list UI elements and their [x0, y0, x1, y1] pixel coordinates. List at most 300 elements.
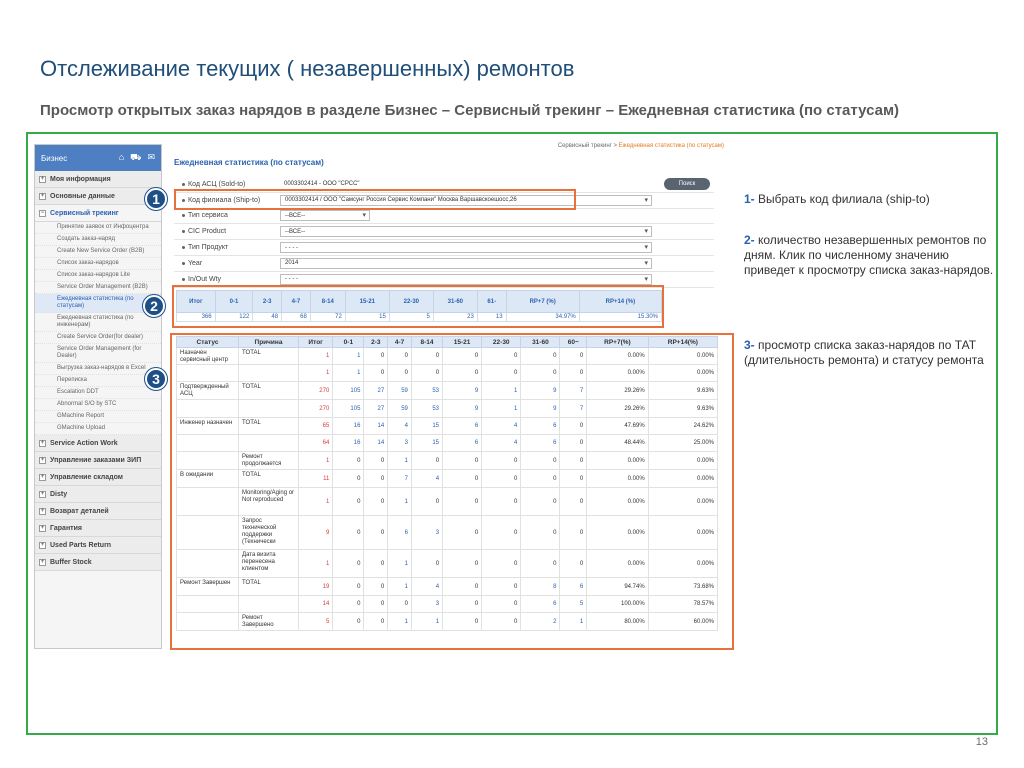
sidebar-section-label: Сервисный трекинг [50, 209, 119, 217]
reason-cell: Ремонт продолжается [239, 452, 299, 470]
status-cell: Подтвержденный АСЦ [177, 382, 239, 400]
form-select[interactable]: - - - - ▾ [280, 242, 652, 253]
value-cell[interactable]: 0 [333, 613, 364, 631]
sidebar-section-service-tracking[interactable] [35, 205, 161, 222]
form-label [174, 212, 280, 219]
value-cell[interactable]: 0 [521, 516, 560, 550]
breadcrumb-root[interactable]: Сервисный трекинг [557, 143, 612, 149]
value-cell[interactable]: 6 [521, 418, 560, 435]
value-cell: 0.00% [587, 452, 649, 470]
value-cell[interactable]: 59 [388, 400, 412, 418]
highlight-ship-to [174, 189, 576, 210]
summary-header: 8-14 [310, 291, 345, 313]
value-cell: 73.68% [648, 578, 717, 596]
value-cell[interactable]: 5 [560, 596, 587, 613]
value-cell[interactable]: 270 [299, 382, 333, 400]
value-cell[interactable]: 11 [299, 470, 333, 488]
value-cell[interactable]: 65 [299, 418, 333, 435]
form-row [174, 240, 714, 256]
sidebar-section[interactable] [35, 435, 161, 452]
sidebar-section[interactable] [35, 469, 161, 486]
sidebar-item[interactable]: Ежедневная статистика (по инженерам) [35, 313, 161, 332]
value-cell: 47.69% [587, 418, 649, 435]
note-text: просмотр списка заказ-нарядов по ТАТ (длительность ремонта) и статусу ремонта [744, 338, 984, 367]
value-cell[interactable]: 0 [560, 365, 587, 382]
value-cell[interactable]: 1 [482, 400, 521, 418]
breadcrumb: Сервисный трекинг > Ежедневная статистика (по статусам) [557, 143, 724, 149]
value-cell: 0.00% [587, 488, 649, 516]
summary-header: 4-7 [282, 291, 311, 313]
value-cell[interactable]: 1 [482, 382, 521, 400]
value-cell[interactable]: 0 [364, 578, 388, 596]
value-cell[interactable]: 1 [299, 452, 333, 470]
sidebar-item[interactable]: Список заказ-нарядов [35, 258, 161, 270]
detail-header: RP+14(%) [648, 337, 717, 348]
value-cell[interactable]: 59 [388, 382, 412, 400]
form-select[interactable]: --ВСЕ-- ▾ [280, 226, 652, 237]
value-cell[interactable]: 0 [333, 578, 364, 596]
value-cell[interactable]: 0 [364, 470, 388, 488]
sidebar-section-label: Гарантия [50, 524, 82, 532]
sold-to-value: 0003302414 - ООО "СРСС" [284, 181, 360, 188]
value-cell[interactable]: 15 [411, 435, 442, 452]
form-select[interactable]: 2014 ▾ [280, 258, 652, 269]
value-cell[interactable]: 8 [521, 578, 560, 596]
value-cell[interactable]: 1 [411, 613, 442, 631]
detail-header: Причина [239, 337, 299, 348]
reason-cell: TOTAL [239, 382, 299, 400]
value-cell: 0.00% [587, 516, 649, 550]
value-cell[interactable]: 15 [411, 418, 442, 435]
value-cell[interactable]: 0 [364, 550, 388, 578]
detail-header: 60~ [560, 337, 587, 348]
sidebar-item[interactable]: Escalation DDT [35, 387, 161, 399]
value-cell[interactable]: 0 [482, 578, 521, 596]
value-cell[interactable]: 0 [560, 550, 587, 578]
value-cell[interactable]: 9 [443, 382, 482, 400]
collapse-icon: − [40, 209, 45, 216]
value-cell[interactable]: 0 [443, 578, 482, 596]
value-cell: 0.00% [648, 550, 717, 578]
value-cell[interactable]: 14 [299, 596, 333, 613]
value-cell[interactable]: 4 [482, 418, 521, 435]
value-cell[interactable]: 0 [482, 470, 521, 488]
sidebar-section-label: Основные данные [50, 192, 115, 200]
value-cell: 0.00% [587, 365, 649, 382]
value-cell[interactable]: 0 [364, 365, 388, 382]
sidebar-section[interactable] [35, 537, 161, 554]
reason-cell: TOTAL [239, 578, 299, 596]
value-cell[interactable]: 0 [388, 348, 412, 365]
value-cell[interactable]: 6 [443, 435, 482, 452]
sidebar-section-label: Моя информация [50, 175, 111, 183]
value-cell[interactable]: 0 [411, 452, 442, 470]
expand-icon: + [40, 541, 45, 548]
value-cell[interactable]: 0 [482, 516, 521, 550]
value-cell[interactable]: 6 [443, 418, 482, 435]
value-cell[interactable]: 0 [411, 550, 442, 578]
sidebar-item[interactable]: Создать заказ-наряд [35, 234, 161, 246]
value-cell[interactable]: 0 [560, 488, 587, 516]
value-cell[interactable]: 1 [333, 348, 364, 365]
summary-header: 15-21 [345, 291, 389, 313]
value-cell[interactable]: 1 [299, 488, 333, 516]
value-cell[interactable]: 0 [560, 435, 587, 452]
value-cell[interactable]: 0 [333, 550, 364, 578]
step-badge-1: 1 [145, 188, 167, 210]
form-select[interactable]: - - - - ▾ [280, 274, 652, 285]
note-number: 3- [744, 338, 755, 352]
value-cell[interactable]: 0 [364, 613, 388, 631]
form-label [174, 181, 280, 188]
value-cell: 0.00% [648, 516, 717, 550]
detail-header: 2-3 [364, 337, 388, 348]
form-label-text: Year [188, 259, 203, 267]
value-cell[interactable]: 0 [482, 488, 521, 516]
slide-title: Отслеживание текущих ( незавершенных) ремонтов [40, 56, 575, 81]
slide-subtitle: Просмотр открытых заказ нарядов в разделе Бизнес – Сервисный трекинг – Ежедневная статистика (по статусам) [40, 102, 900, 119]
sidebar-item[interactable]: Переписка [35, 375, 161, 387]
value-cell: 29.26% [587, 382, 649, 400]
reason-cell: Monitoring/Aging or Not reproduced [239, 488, 299, 516]
expand-icon: + [40, 558, 45, 565]
summary-value[interactable]: 68 [282, 313, 311, 322]
sidebar-section[interactable] [35, 520, 161, 537]
value-cell[interactable]: 0 [521, 550, 560, 578]
value-cell[interactable]: 14 [364, 435, 388, 452]
value-cell[interactable]: 6 [521, 596, 560, 613]
note-text: количество незавершенных ремонтов по дням. Клик по численному значению приведет к просмотру списка заказ-нарядов. [744, 233, 994, 277]
home-icon[interactable]: ⌂ [118, 152, 125, 162]
value-cell[interactable]: 9 [521, 400, 560, 418]
value-cell[interactable]: 0 [443, 550, 482, 578]
value-cell[interactable]: 0 [333, 516, 364, 550]
summary-value[interactable]: 122 [215, 313, 253, 322]
note-number: 1- [744, 192, 755, 206]
form-label-text: Тип сервиса [188, 212, 228, 220]
value-cell[interactable]: 0 [443, 596, 482, 613]
detail-header: Итог [299, 337, 333, 348]
value-cell[interactable]: 7 [388, 470, 412, 488]
value-cell[interactable]: 9 [521, 382, 560, 400]
value-cell[interactable]: 16 [333, 435, 364, 452]
value-cell[interactable]: 0 [482, 550, 521, 578]
sidebar-item[interactable]: GMachine Upload [35, 423, 161, 435]
value-cell[interactable]: 1 [388, 613, 412, 631]
value-cell[interactable]: 0 [560, 418, 587, 435]
sidebar-item[interactable]: Список заказ-нарядов Lite [35, 270, 161, 282]
value-cell[interactable]: 1 [299, 365, 333, 382]
summary-value[interactable]: 23 [433, 313, 477, 322]
value-cell: 25.00% [648, 435, 717, 452]
value-cell[interactable]: 0 [411, 348, 442, 365]
value-cell[interactable]: 9 [443, 400, 482, 418]
expand-icon: + [40, 456, 45, 463]
value-cell[interactable]: 0 [333, 596, 364, 613]
value-cell[interactable]: 0 [560, 470, 587, 488]
value-cell: 48.44% [587, 435, 649, 452]
sidebar-section[interactable] [35, 554, 161, 571]
value-cell[interactable]: 0 [388, 365, 412, 382]
detail-header: 31-60 [521, 337, 560, 348]
value-cell[interactable]: 0 [521, 488, 560, 516]
value-cell[interactable]: 0 [364, 596, 388, 613]
value-cell[interactable]: 0 [560, 516, 587, 550]
sidebar-item[interactable]: Create New Service Order (B2B) [35, 246, 161, 258]
expand-icon: + [40, 175, 45, 182]
mail-icon[interactable]: ✉ [147, 152, 155, 162]
value-cell[interactable]: 0 [521, 470, 560, 488]
value-cell: 78.57% [648, 596, 717, 613]
value-cell[interactable]: 4 [411, 470, 442, 488]
panel-title: Ежедневная статистика (по статусам) [174, 158, 324, 167]
form-label [174, 260, 280, 267]
summary-header: RP+14 (%) [579, 291, 661, 313]
expand-icon: + [40, 490, 45, 497]
expand-icon: + [40, 192, 45, 199]
sidebar-section-label: Управление складом [50, 473, 123, 481]
value-cell[interactable]: 6 [388, 516, 412, 550]
value-cell[interactable]: 0 [521, 452, 560, 470]
value-cell: 29.26% [587, 400, 649, 418]
sidebar-section[interactable] [35, 188, 161, 205]
detail-header: RP+7(%) [587, 337, 649, 348]
summary-header: 2-3 [253, 291, 282, 313]
expand-icon: + [40, 524, 45, 531]
sidebar-section[interactable] [35, 452, 161, 469]
summary-value[interactable]: 5 [389, 313, 433, 322]
value-cell[interactable]: 0 [388, 596, 412, 613]
bullet-icon [182, 262, 185, 265]
sidebar [34, 144, 162, 649]
sidebar-item[interactable]: Service Order Management (B2B) [35, 282, 161, 294]
reason-cell: TOTAL [239, 418, 299, 435]
form-row [174, 209, 714, 225]
bullet-icon [182, 278, 185, 281]
value-cell[interactable]: 0 [482, 365, 521, 382]
bullet-icon [182, 214, 185, 217]
reason-cell: Ремонт Завершено [239, 613, 299, 631]
value-cell[interactable]: 0 [364, 516, 388, 550]
sidebar-section[interactable] [35, 171, 161, 188]
value-cell[interactable]: 0 [364, 348, 388, 365]
value-cell: 24.62% [648, 418, 717, 435]
value-cell[interactable]: 1 [299, 550, 333, 578]
value-cell[interactable]: 64 [299, 435, 333, 452]
reason-cell: Запрос технической поддержки (Технически [239, 516, 299, 550]
sidebar-section-label: Service Action Work [50, 439, 118, 447]
detail-header: 15-21 [443, 337, 482, 348]
value-cell[interactable]: 0 [443, 516, 482, 550]
value-cell[interactable]: 0 [411, 488, 442, 516]
value-cell[interactable]: 0 [333, 452, 364, 470]
reason-cell: Дата визита перенесена клиентом [239, 550, 299, 578]
value-cell: 0.00% [648, 348, 717, 365]
form-select[interactable]: 0003302414 / ООО "Самсунг Россия Сервис Компани" Москва Варшавскоешосс,26 ▾ [280, 195, 652, 206]
value-cell[interactable]: 0 [443, 488, 482, 516]
value-cell: 0.00% [648, 452, 717, 470]
value-cell[interactable]: 7 [560, 400, 587, 418]
form-label [174, 228, 280, 235]
value-cell[interactable]: 3 [388, 435, 412, 452]
status-cell: В ожидании [177, 470, 239, 488]
summary-header: 31-60 [433, 291, 477, 313]
value-cell: 0.00% [648, 470, 717, 488]
note-2 [744, 233, 994, 278]
sidebar-section-label: Buffer Stock [50, 558, 92, 566]
sidebar-item[interactable]: Service Order Management (for Dealer) [35, 344, 161, 363]
reason-cell: TOTAL [239, 348, 299, 365]
breadcrumb-current: Ежедневная статистика (по статусам) [618, 143, 724, 149]
value-cell[interactable]: 19 [299, 578, 333, 596]
sidebar-section[interactable] [35, 486, 161, 503]
summary-value: 34.97% [506, 313, 579, 322]
form-label [174, 276, 280, 283]
value-cell[interactable]: 4 [411, 578, 442, 596]
detail-header: Статус [177, 337, 239, 348]
sidebar-section-label: Used Parts Return [50, 541, 112, 549]
value-cell[interactable]: 105 [333, 400, 364, 418]
form-label-text: Код АСЦ (Sold-to) [188, 180, 246, 188]
value-cell: 0.00% [587, 348, 649, 365]
summary-header: 22-30 [389, 291, 433, 313]
summary-value[interactable]: 48 [253, 313, 282, 322]
sidebar-header-label: Бизнес [41, 153, 68, 163]
sidebar-section-label: Управление заказами ЗИП [50, 456, 142, 464]
summary-header: Итог [177, 291, 216, 313]
bullet-icon [182, 230, 185, 233]
sidebar-item[interactable]: GMachine Report [35, 411, 161, 423]
value-cell[interactable]: 0 [521, 348, 560, 365]
detail-header: 4-7 [388, 337, 412, 348]
note-text: Выбрать код филиала (ship-to) [758, 192, 930, 206]
value-cell[interactable]: 14 [364, 418, 388, 435]
form-row [174, 224, 714, 240]
form-label-text: CIC Product [188, 228, 227, 236]
summary-value[interactable]: 72 [310, 313, 345, 322]
value-cell: 94.74% [587, 578, 649, 596]
value-cell[interactable]: 0 [482, 348, 521, 365]
value-cell[interactable]: 0 [443, 613, 482, 631]
value-cell[interactable]: 0 [521, 365, 560, 382]
reason-cell: TOTAL [239, 470, 299, 488]
value-cell[interactable]: 0 [333, 470, 364, 488]
value-cell[interactable]: 7 [560, 382, 587, 400]
summary-value[interactable]: 15 [345, 313, 389, 322]
page-number: 13 [975, 736, 988, 748]
form-select[interactable]: --ВСЕ-- ▾ [280, 210, 370, 221]
value-cell[interactable]: 6 [521, 435, 560, 452]
value-cell[interactable]: 0 [560, 452, 587, 470]
bullet-icon [182, 183, 185, 186]
value-cell: 0.00% [587, 550, 649, 578]
value-cell[interactable]: 0 [560, 348, 587, 365]
expand-icon: + [40, 473, 45, 480]
value-cell[interactable]: 0 [411, 365, 442, 382]
expand-icon: + [40, 507, 45, 514]
value-cell[interactable]: 0 [482, 596, 521, 613]
form-label-text: Тип Продукт [188, 244, 229, 252]
summary-value[interactable]: 13 [477, 313, 506, 322]
status-cell: Ремонт Завершен [177, 578, 239, 596]
value-cell[interactable]: 3 [411, 516, 442, 550]
sidebar-item[interactable]: Create Service Order(for dealer) [35, 332, 161, 344]
step-badge-2: 2 [143, 295, 165, 317]
note-number: 2- [744, 233, 755, 247]
value-cell[interactable]: 1 [560, 613, 587, 631]
value-cell[interactable]: 0 [443, 348, 482, 365]
value-cell[interactable]: 0 [364, 452, 388, 470]
value-cell: 0.00% [648, 488, 717, 516]
value-cell[interactable]: 5 [299, 613, 333, 631]
detail-header: 0-1 [333, 337, 364, 348]
value-cell: 80.00% [587, 613, 649, 631]
value-cell[interactable]: 1 [388, 452, 412, 470]
summary-header: 0-1 [215, 291, 253, 313]
sidebar-section[interactable] [35, 503, 161, 520]
value-cell[interactable]: 270 [299, 400, 333, 418]
sidebar-item[interactable]: Принятие заявок от Инфоцентра [35, 222, 161, 234]
value-cell[interactable]: 0 [443, 365, 482, 382]
value-cell[interactable]: 0 [482, 452, 521, 470]
value-cell[interactable]: 4 [388, 418, 412, 435]
step-badge-3: 3 [145, 368, 167, 390]
value-cell[interactable]: 1 [388, 550, 412, 578]
value-cell[interactable]: 0 [364, 488, 388, 516]
value-cell[interactable]: 0 [443, 470, 482, 488]
value-cell[interactable]: 0 [333, 488, 364, 516]
sidebar-header[interactable] [35, 145, 161, 171]
form-label [174, 244, 280, 251]
value-cell[interactable]: 27 [364, 400, 388, 418]
search-button[interactable]: Поиск [664, 178, 710, 190]
value-cell[interactable]: 53 [411, 382, 442, 400]
value-cell: 60.00% [648, 613, 717, 631]
sidebar-item[interactable]: Ежедневная статистика (по статусам) [35, 294, 161, 313]
value-cell[interactable]: 27 [364, 382, 388, 400]
value-cell[interactable]: 1 [388, 578, 412, 596]
value-cell[interactable]: 1 [388, 488, 412, 516]
summary-value: 15.30% [579, 313, 661, 322]
summary-value[interactable]: 366 [177, 313, 216, 322]
cart-icon[interactable]: ⛟ [130, 152, 142, 162]
value-cell[interactable]: 0 [443, 452, 482, 470]
value-cell[interactable]: 6 [560, 578, 587, 596]
form-label-text: In/Out Wty [188, 275, 222, 283]
highlight-summary [172, 285, 664, 328]
value-cell: 100.00% [587, 596, 649, 613]
value-cell[interactable]: 16 [333, 418, 364, 435]
sidebar-item[interactable]: Выгрузка заказ-нарядов в Excel [35, 363, 161, 375]
summary-header: 61- [477, 291, 506, 313]
note-3 [744, 338, 994, 368]
detail-header: 22-30 [482, 337, 521, 348]
value-cell[interactable]: 4 [482, 435, 521, 452]
value-cell[interactable]: 1 [299, 348, 333, 365]
sidebar-section-label: Возврат деталей [50, 507, 109, 515]
sidebar-item[interactable]: Abnormal S/O by STC [35, 399, 161, 411]
value-cell[interactable]: 53 [411, 400, 442, 418]
value-cell[interactable]: 105 [333, 382, 364, 400]
value-cell[interactable]: 2 [521, 613, 560, 631]
value-cell[interactable]: 3 [411, 596, 442, 613]
expand-icon: + [40, 439, 45, 446]
form-label-text: Код филиала (Ship-to) [188, 196, 261, 204]
value-cell[interactable]: 9 [299, 516, 333, 550]
value-cell[interactable]: 0 [482, 613, 521, 631]
status-cell: Назначен сервисный центр [177, 348, 239, 365]
value-cell[interactable]: 1 [333, 365, 364, 382]
